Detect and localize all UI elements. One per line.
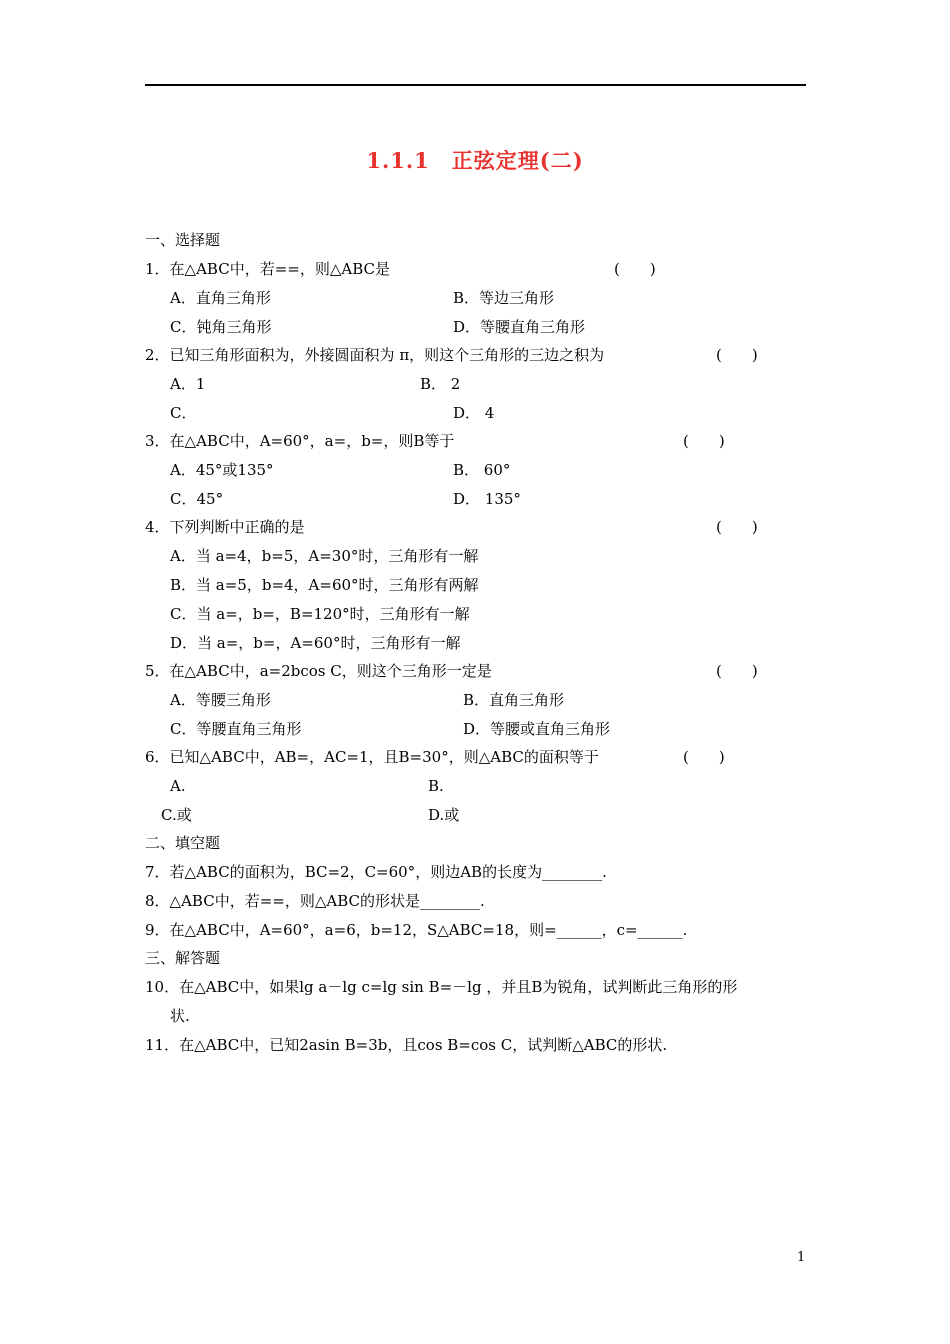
question-5-answer-paren: ( ) [716, 662, 758, 680]
question-4-answer-paren: ( ) [716, 518, 758, 536]
section-heading-fill-in: 二、填空题 [145, 834, 221, 852]
question-5-option-b: B．直角三角形 [463, 691, 565, 709]
question-8: 8．△ABC中，若==，则△ABC的形状是________. [145, 892, 485, 910]
question-11: 11．在△ABC中，已知2asin B=3b，且cos B=cos C，试判断△ABC的形状. [145, 1036, 668, 1054]
question-6-stem: 6．已知△ABC中，AB=，AC=1，且B=30°，则△ABC的面积等于 [145, 748, 599, 766]
question-7: 7．若△ABC的面积为，BC=2，C=60°，则边AB的长度为________. [145, 863, 607, 881]
question-1-option-b: B．等边三角形 [453, 289, 555, 307]
question-1-option-a: A．直角三角形 [170, 289, 271, 307]
question-2-answer-paren: ( ) [716, 346, 758, 364]
question-2-option-b: B． 2 [420, 375, 461, 393]
question-6-option-b: B. [428, 777, 444, 795]
question-3-option-d: D． 135° [453, 490, 521, 508]
question-4-stem: 4．下列判断中正确的是 [145, 518, 305, 536]
question-2-stem: 2．已知三角形面积为，外接圆面积为 π，则这个三角形的三边之积为 [145, 346, 605, 364]
question-2-option-d: D． 4 [453, 404, 495, 422]
question-4-option-b: B．当 a=5，b=4，A=60°时，三角形有两解 [170, 576, 479, 594]
question-6-option-a: A. [170, 777, 186, 795]
question-5-stem: 5．在△ABC中，a=2bcos C，则这个三角形一定是 [145, 662, 492, 680]
question-10-line-1: 10．在△ABC中，如果lg a－lg c=lg sin B=－lg ，并且B为锐角，试判断此三角形的形 [145, 978, 738, 996]
question-1-option-d: D．等腰直角三角形 [453, 318, 586, 336]
page-title: 1.1.1 正弦定理(二) [366, 148, 584, 173]
section-heading-answer: 三、解答题 [145, 949, 221, 967]
question-3-option-b: B． 60° [453, 461, 511, 479]
question-5-option-d: D．等腰或直角三角形 [463, 720, 611, 738]
question-1-stem: 1．在△ABC中，若==，则△ABC是 [145, 260, 390, 278]
question-4-option-d: D．当 a=，b=，A=60°时，三角形有一解 [170, 634, 461, 652]
question-4-option-c: C．当 a=，b=，B=120°时，三角形有一解 [170, 605, 470, 623]
question-3-answer-paren: ( ) [683, 432, 725, 450]
question-4-option-a: A．当 a=4，b=5，A=30°时，三角形有一解 [170, 547, 479, 565]
question-2-option-c: C． [170, 404, 197, 422]
header-rule [145, 84, 806, 86]
section-heading-choice: 一、选择题 [145, 231, 221, 249]
question-5-option-a: A．等腰三角形 [170, 691, 271, 709]
question-6-answer-paren: ( ) [683, 748, 725, 766]
question-2-option-a: A．1 [170, 375, 206, 393]
question-6-option-d: D.或 [428, 806, 460, 824]
question-1-answer-paren: ( ) [614, 260, 656, 278]
question-3-option-a: A．45°或135° [170, 461, 274, 479]
page-number: 1 [797, 1250, 806, 1265]
question-6-option-c: C.或 [161, 806, 192, 824]
question-3-option-c: C．45° [170, 490, 224, 508]
question-9: 9．在△ABC中，A=60°，a=6，b=12，S△ABC=18，则=______，c=______. [145, 921, 688, 939]
question-1-option-c: C．钝角三角形 [170, 318, 272, 336]
question-5-option-c: C．等腰直角三角形 [170, 720, 302, 738]
question-10-line-2: 状. [170, 1007, 190, 1025]
question-3-stem: 3．在△ABC中，A=60°，a=，b=，则B等于 [145, 432, 455, 450]
